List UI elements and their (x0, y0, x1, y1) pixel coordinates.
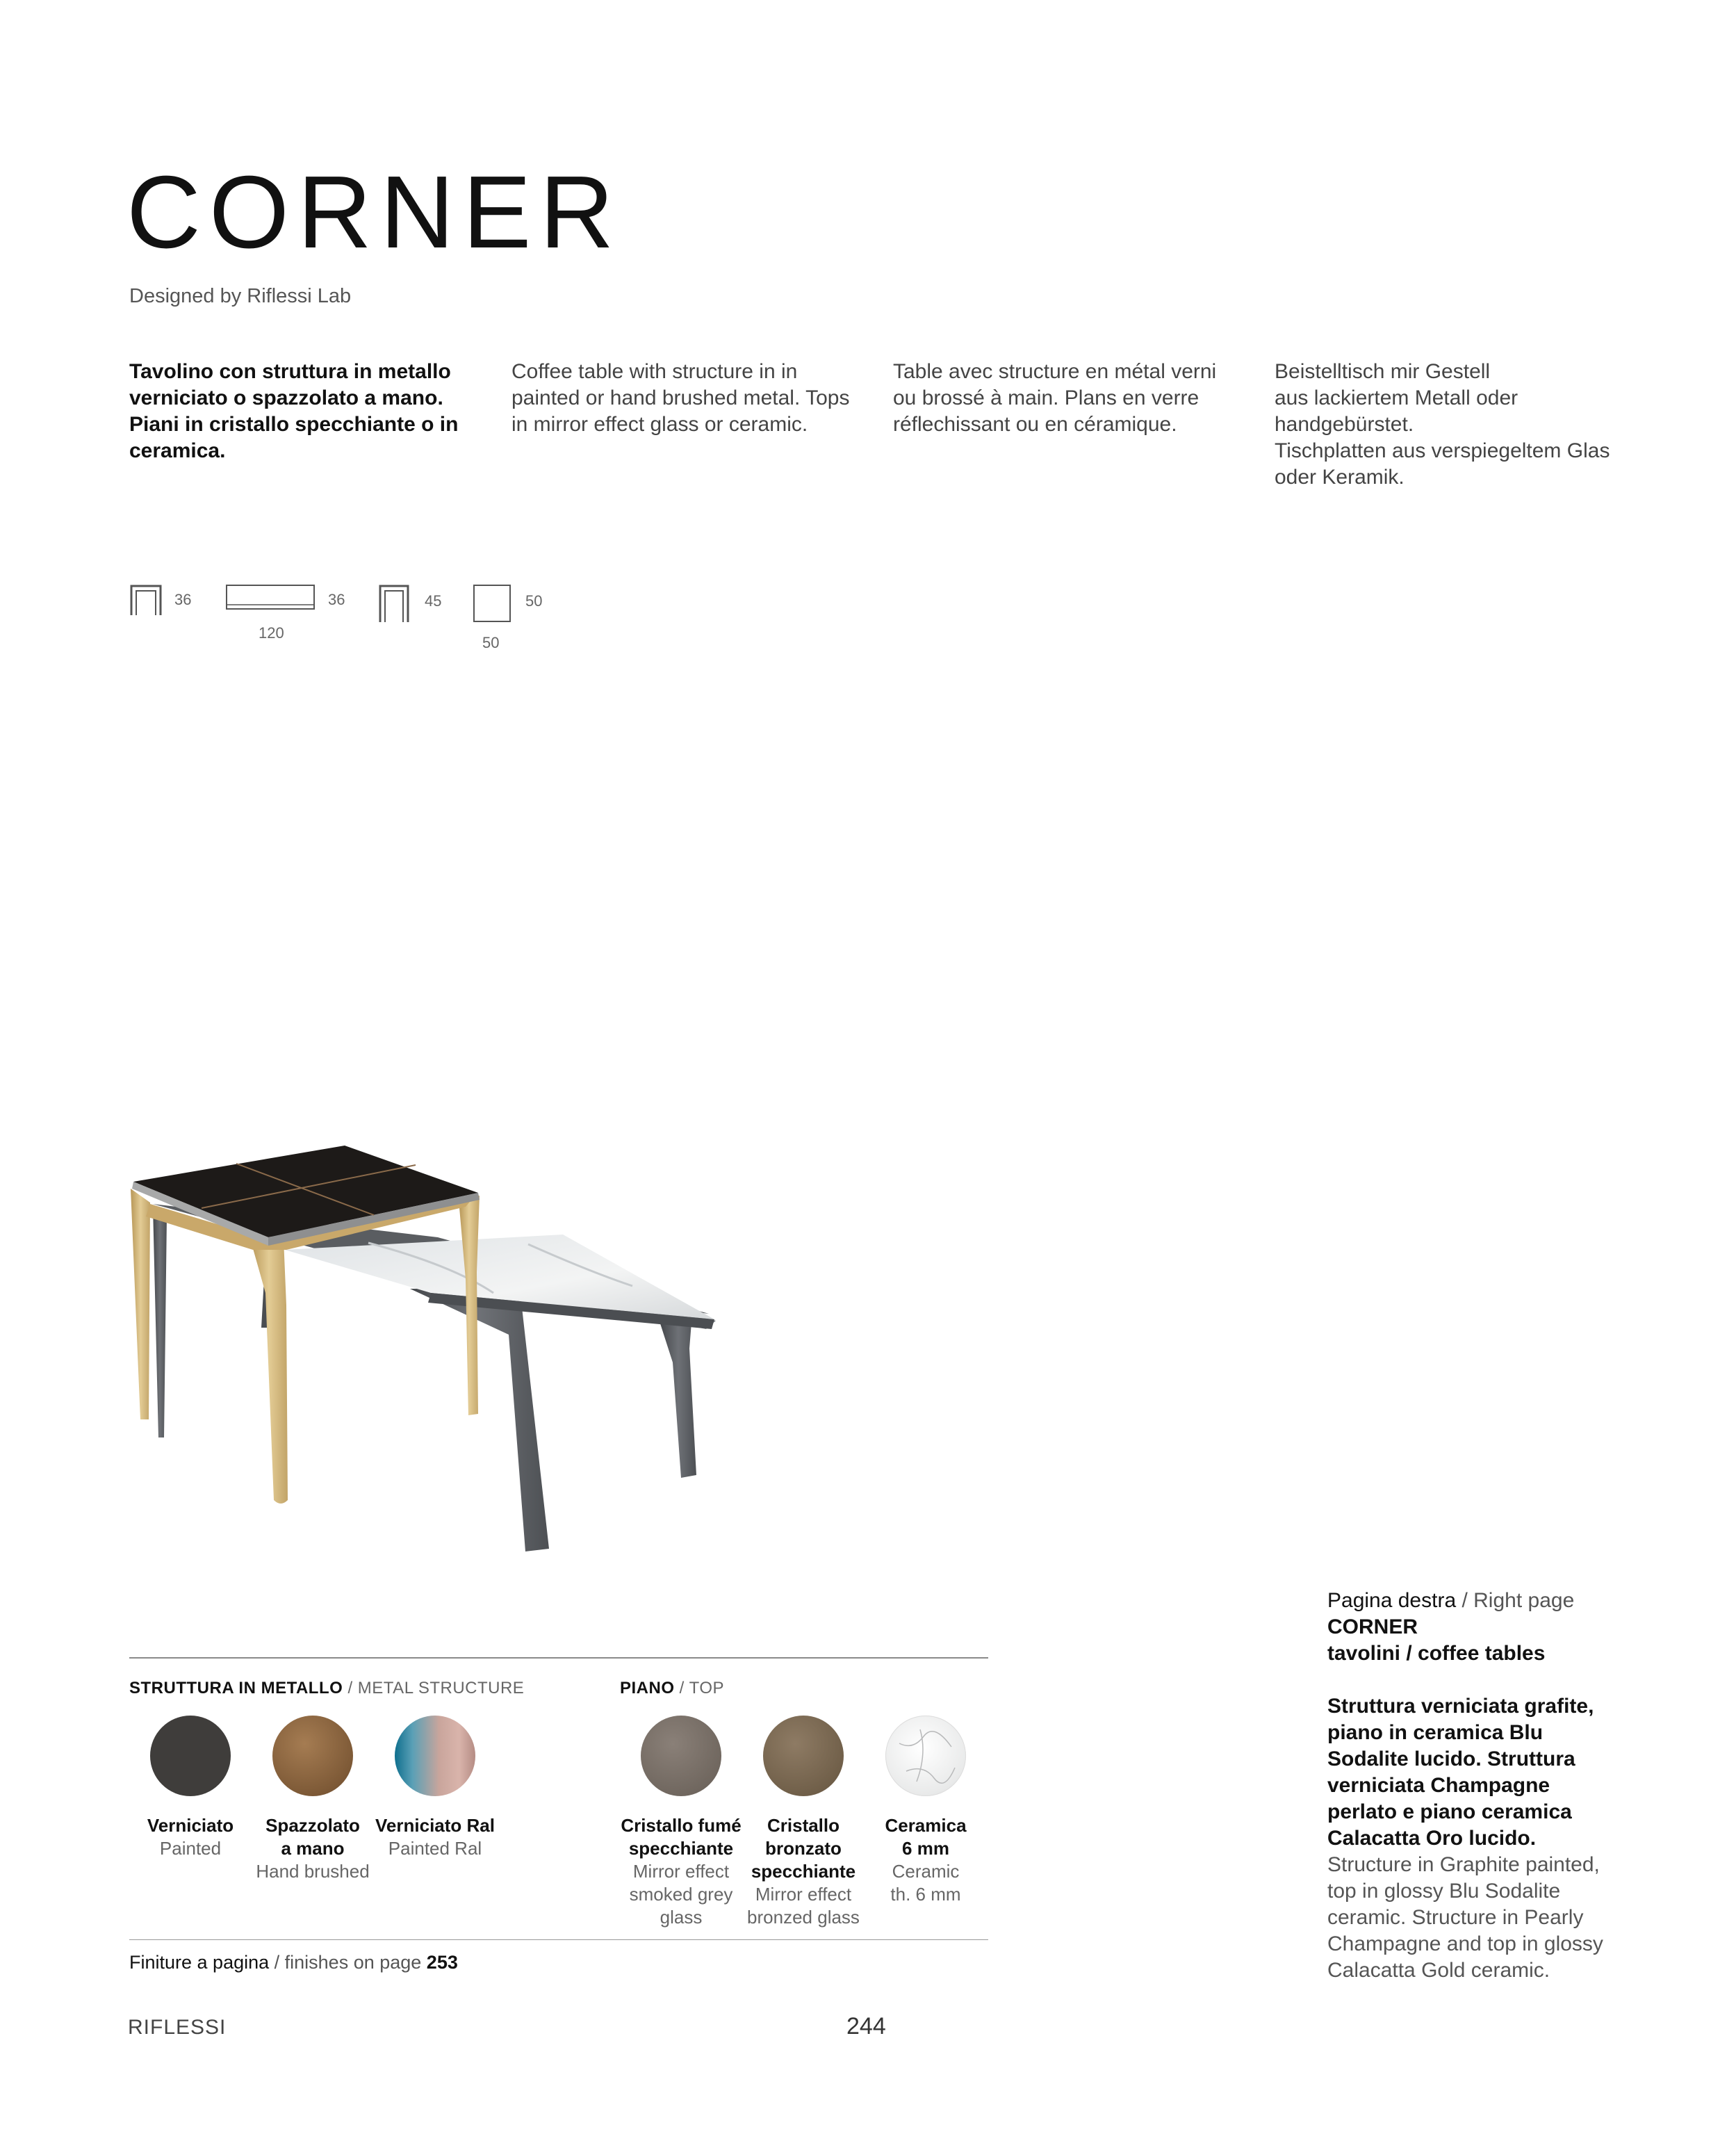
right-note-en-line: top in glossy Blu Sodalite (1327, 1880, 1561, 1903)
finish-label-painted-ral (369, 1814, 501, 1860)
description-french: Table avec structure en métal verni ou brossé à main. Plans en verre réflechissant ou en céramique. (893, 360, 1217, 436)
finish-label-hand-brushed (247, 1814, 379, 1883)
long-table-top-icon (225, 584, 316, 610)
right-note-it-line: Struttura verniciata grafite, (1327, 1695, 1594, 1718)
swatch-painted-ral (395, 1716, 475, 1796)
finish-name: Cristallo fumé (621, 1815, 742, 1836)
finish-name: bronzato (765, 1838, 842, 1859)
right-page-category: tavolini / coffee tables (1327, 1642, 1546, 1665)
description-english: Coffee table with structure in in painted or hand brushed metal. Tops in mirror effect glass or ceramic. (511, 360, 850, 436)
finishes-top-rule (129, 1657, 988, 1659)
square-table-top-icon (473, 584, 511, 623)
right-note-en-line: ceramic. Structure in Pearly (1327, 1906, 1584, 1929)
description-german-line: aus lackiertem Metall oder (1275, 386, 1518, 409)
finish-sub: Ceramic (892, 1861, 960, 1882)
top-heading-bold: PIANO (620, 1679, 675, 1697)
finishes-bottom-rule (129, 1939, 988, 1940)
product-title: CORNER (126, 155, 623, 270)
finishes-ref-mid: / finishes on page (269, 1952, 427, 1973)
product-photo (104, 1084, 771, 1574)
dimension-height-36: 36 (174, 591, 192, 608)
description-italian: Tavolino con struttura in metallo verniciato o spazzolato a mano. Piani in cristallo specchiante o in ceramica. (129, 360, 459, 462)
finish-sub: Hand brushed (256, 1861, 370, 1882)
dimension-height-36-long: 36 (328, 591, 345, 608)
description-german-line: Beistelltisch mir Gestell (1275, 360, 1491, 383)
top-heading (620, 1679, 724, 1698)
finish-name: Ceramica (885, 1815, 967, 1836)
right-page-label (1327, 1588, 1633, 1614)
right-note-en-line: Champagne and top in glossy (1327, 1932, 1603, 1955)
finish-sub: Painted Ral (388, 1838, 482, 1859)
right-page-label-en: / Right page (1456, 1589, 1575, 1612)
right-note-it-line: Calacatta Oro lucido. (1327, 1827, 1537, 1850)
swatch-painted (150, 1716, 231, 1796)
description-german-line: oder Keramik. (1275, 466, 1405, 489)
finish-name: 6 mm (902, 1838, 949, 1859)
finish-label-ceramic (860, 1814, 992, 1906)
description-german-line: handgebürstet. (1275, 413, 1414, 436)
swatch-bronzed-mirror (763, 1716, 844, 1796)
finish-label-painted (124, 1814, 256, 1860)
tall-table-front-icon (378, 584, 410, 623)
structure-heading-rest: / METAL STRUCTURE (343, 1679, 525, 1697)
structure-heading-bold: STRUTTURA IN METALLO (129, 1679, 343, 1697)
finish-label-smoked-mirror (615, 1814, 747, 1929)
swatch-hand-brushed (272, 1716, 353, 1796)
description-german-line: Tischplatten aus verspiegeltem Glas (1275, 439, 1610, 462)
right-note-it-line: perlato e piano ceramica (1327, 1800, 1572, 1823)
gold-square-table (131, 1146, 480, 1504)
finish-name: Verniciato (147, 1815, 234, 1836)
finish-sub: Mirror effect (632, 1861, 730, 1882)
right-note-en-line: Structure in Graphite painted, (1327, 1853, 1600, 1876)
dimension-width-120: 120 (259, 624, 284, 642)
right-page-label-it: Pagina destra (1327, 1589, 1457, 1612)
small-table-front-icon (129, 584, 163, 616)
swatch-ceramic (885, 1716, 966, 1796)
dimension-width-50: 50 (482, 634, 500, 651)
finishes-page-reference[interactable] (129, 1952, 458, 1973)
finishes-ref-page: 253 (426, 1952, 458, 1973)
finish-sub: glass (660, 1907, 703, 1928)
designer-credit: Designed by Riflessi Lab (129, 285, 352, 307)
finish-name: specchiante (751, 1861, 856, 1882)
finishes-ref-prefix: Finiture a pagina (129, 1952, 270, 1973)
finish-sub: smoked grey (629, 1884, 733, 1905)
finish-name: Verniciato Ral (375, 1815, 495, 1836)
structure-heading (129, 1679, 524, 1698)
right-page-note (1327, 1588, 1633, 1984)
page-number: 244 (846, 2013, 886, 2039)
marble-veins-icon (885, 1716, 966, 1796)
finish-sub: Mirror effect (755, 1884, 852, 1905)
finish-name: Spazzolato (265, 1815, 360, 1836)
dimension-depth-50: 50 (525, 592, 543, 610)
finish-sub: bronzed glass (747, 1907, 860, 1928)
finish-name: a mano (281, 1838, 345, 1859)
right-page-product: CORNER (1327, 1615, 1418, 1638)
finish-label-bronzed-mirror (737, 1814, 869, 1929)
finish-name: Cristallo (767, 1815, 840, 1836)
right-note-it-line: verniciata Champagne (1327, 1774, 1550, 1797)
right-note-en-line: Calacatta Gold ceramic. (1327, 1959, 1550, 1982)
description-german (1275, 359, 1636, 491)
top-heading-rest: / TOP (674, 1679, 724, 1697)
finish-sub: th. 6 mm (890, 1884, 961, 1905)
graphite-long-table (153, 1204, 716, 1551)
right-note-it-line: piano in ceramica Blu (1327, 1721, 1543, 1744)
right-note-it-line: Sodalite lucido. Struttura (1327, 1748, 1575, 1770)
finish-name: specchiante (628, 1838, 734, 1859)
dimension-height-45: 45 (425, 592, 442, 610)
footer-brand: RIFLESSI (128, 2016, 227, 2039)
finish-sub: Painted (159, 1838, 222, 1859)
swatch-smoked-mirror (641, 1716, 721, 1796)
